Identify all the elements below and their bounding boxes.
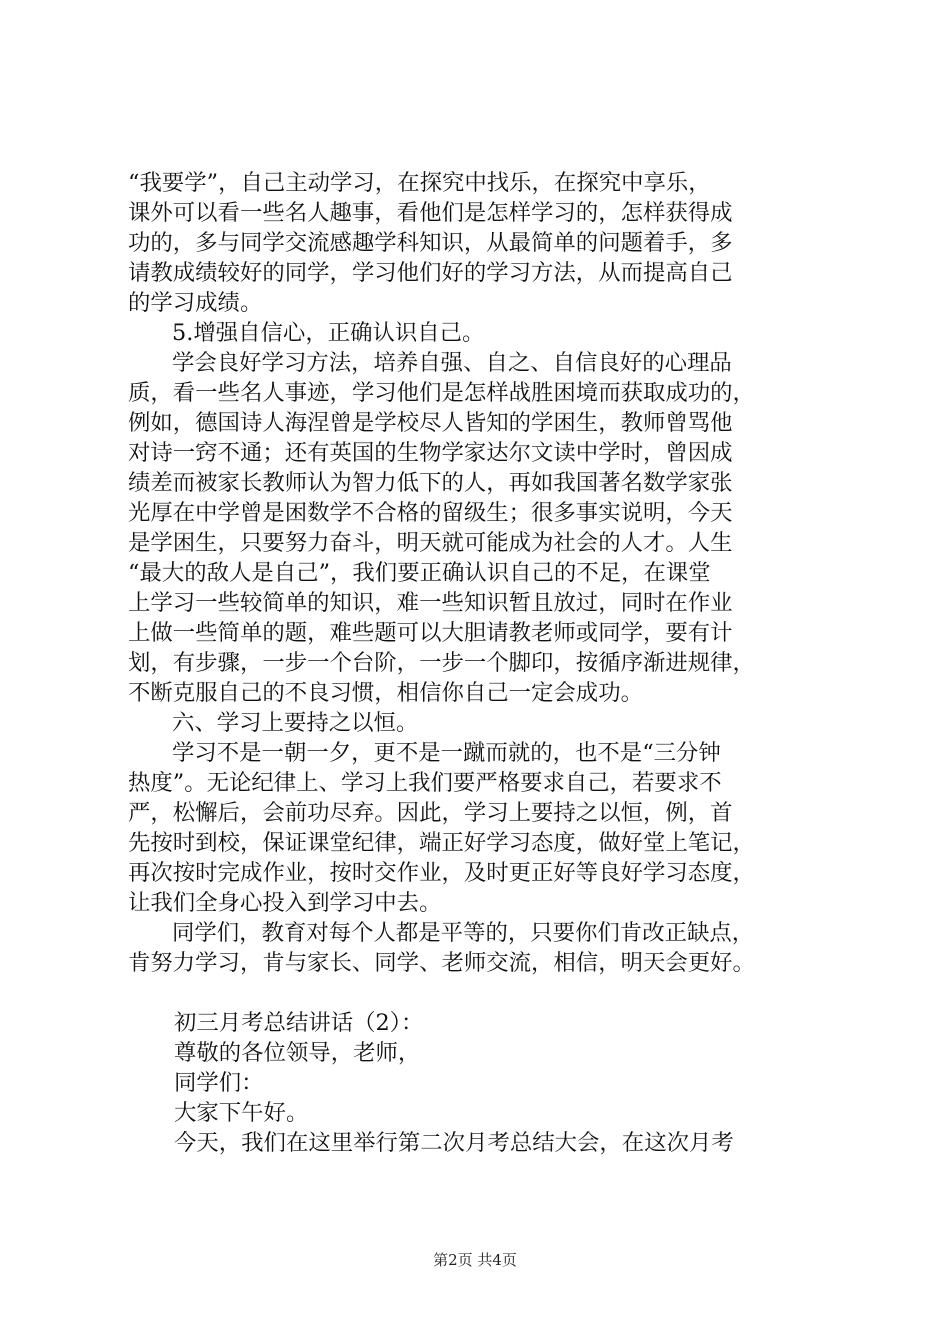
speech-salutation: 尊敬的各位领导，老师， bbox=[174, 1040, 421, 1066]
page-footer: 第2页 共4页 bbox=[433, 1251, 517, 1269]
speech-greeting: 大家下午好。 bbox=[174, 1100, 309, 1126]
speech-title: 初三月考总结讲话（2）： bbox=[174, 1010, 424, 1036]
speech-salutation: 同学们： bbox=[174, 1070, 264, 1096]
document-body bbox=[128, 168, 848, 1158]
paragraph: 学习不是一朝一夕，更不是一蹴而就的，也不是“三分钟 热度”。无论纪律上、学习上我们要严格要求自己，若要求不 严，松懈后，会前功尽弃。因此，学习上要持之以恒，例，首 先按时到校，保证课堂纪律，端正好学习态度，做好堂上笔记， 再次按时完成作业，按时交作业，及时更正好等良好学习态度， 让我们全身心投入到学习中去。 bbox=[128, 740, 755, 916]
section-heading: 5.增强自信心，正确认识自己。 bbox=[172, 320, 485, 346]
speech-opening: 今天，我们在这里举行第二次月考总结大会，在这次月考 bbox=[174, 1130, 734, 1156]
paragraph: “我要学”，自己主动学习，在探究中找乐，在探究中享乐， 课外可以看一些名人趣事，看他们是怎样学习的，怎样获得成 功的，多与同学交流感趣学科知识，从最简单的问题着手，多 请教成绩较好的同学，学习他们好的学习方法，从而提高自己 的学习成绩。 bbox=[128, 170, 733, 316]
speech-section bbox=[128, 1008, 848, 1158]
section-heading: 六、学习上要持之以恒。 bbox=[172, 710, 419, 736]
paragraph: 同学们，教育对每个人都是平等的，只要你们肯改正缺点， 肯努力学习，肯与家长、同学、老师交流，相信，明天会更好。 bbox=[128, 920, 755, 976]
paragraph: 学会良好学习方法，培养自强、自之、自信良好的心理品 质，看一些名人事迹，学习他们是怎样战胜困境而获取成功的， 例如，德国诗人海涅曾是学校尽人皆知的学困生，教师曾骂他 对诗一窍不通；还有英国的生物学家达尔文读中学时，曾因成 绩差而被家长教师认为智力低下的人，再如我国著名数学家张 光厚在中学曾是困数学不合格的留级生；很多事实说明，今天 是学困生，只要努力奋斗，明天就可能成为社会的人才。人生 “最大的敌人是自己”，我们要正确认识自己的不足，在课堂 上学习一些较简单的知识，难一些知识暂且放过，同时在作业 上做一些简单的题，难些题可以大胆请教老师或同学，要有计 划，有步骤，一步一个台阶，一步一个脚印，按循序渐进规律， 不断克服自己的不良习惯，相信你自己一定会成功。 bbox=[128, 350, 755, 706]
